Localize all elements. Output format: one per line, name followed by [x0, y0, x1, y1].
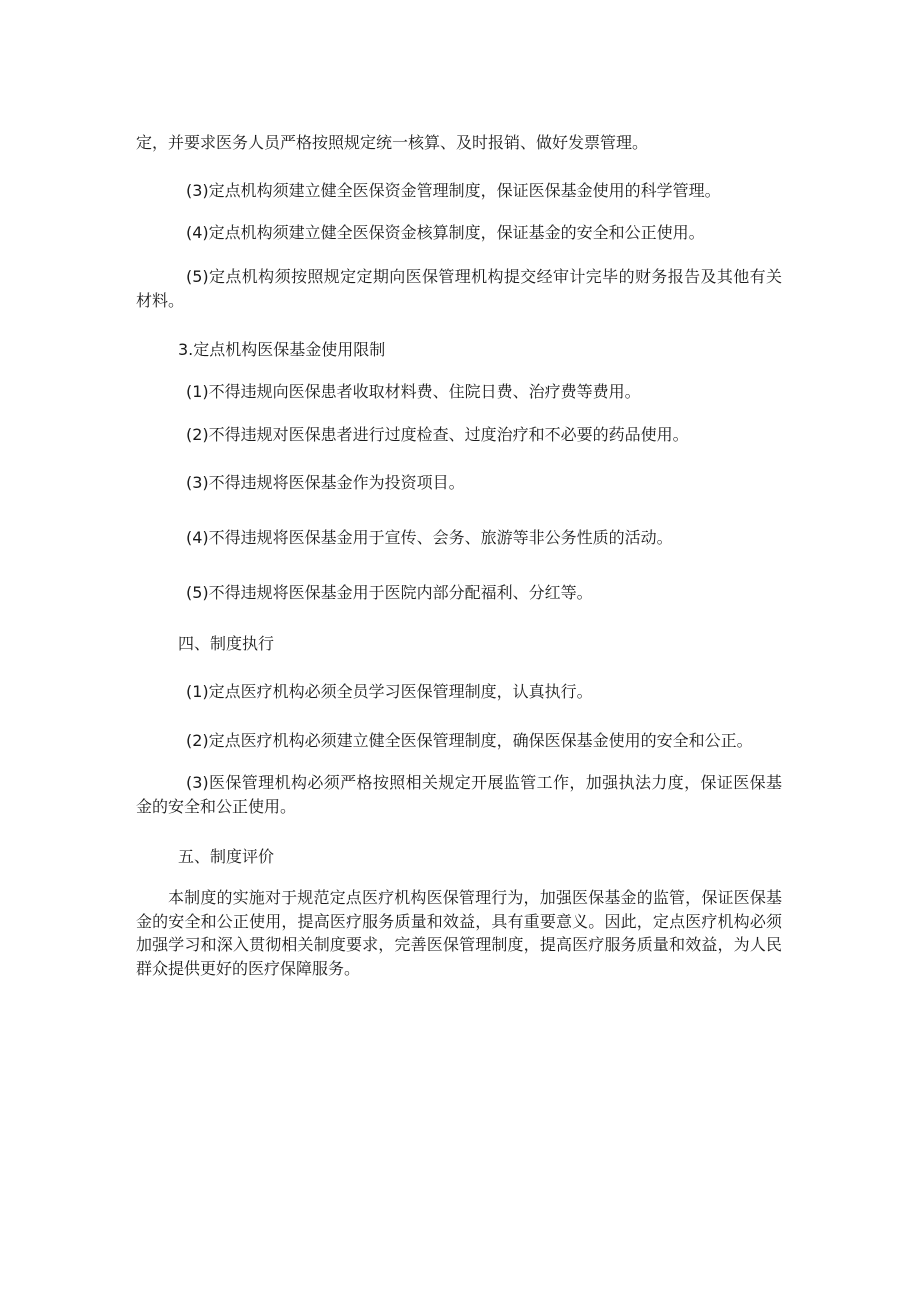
text-paragraph: (3)医保管理机构必须严格按照相关规定开展监管工作，加强执法力度，保证医保基金的安全和公正使用。	[136, 773, 782, 816]
text-line: 定，并要求医务人员严格按照规定统一核算、及时报销、做好发票管理。	[136, 133, 649, 152]
text-paragraph: 本制度的实施对于规范定点医疗机构医保管理行为，加强医保基金的监管，保证医保基金的安全和公正使用，提高医疗服务质量和效益，具有重要意义。因此，定点医疗机构必须加强学习和深入贯彻相关制度要求，完善医保管理制度，提高医疗服务质量和效益，为人民群众提供更好的医疗保障服务。	[136, 888, 782, 978]
text-paragraph: (5)定点机构须按照规定定期向医保管理机构提交经审计完毕的财务报告及其他有关材料。	[136, 267, 782, 310]
text-line: (3)不得违规将医保基金作为投资项目。	[186, 473, 465, 492]
section-heading: 3.定点机构医保基金使用限制	[178, 340, 386, 359]
text-line: (2)不得违规对医保患者进行过度检查、过度治疗和不必要的药品使用。	[186, 425, 689, 444]
text-line: (1)不得违规向医保患者收取材料费、住院日费、治疗费等费用。	[186, 382, 641, 401]
text-line: (2)定点医疗机构必须建立健全医保管理制度，确保医保基金使用的安全和公正。	[186, 731, 753, 750]
section-heading: 五、制度评价	[178, 847, 275, 866]
text-line: (4)定点机构须建立健全医保资金核算制度，保证基金的安全和公正使用。	[186, 223, 705, 242]
text-line: (1)定点医疗机构必须全员学习医保管理制度，认真执行。	[186, 682, 593, 701]
text-line: (3)定点机构须建立健全医保资金管理制度，保证医保基金使用的科学管理。	[186, 181, 721, 200]
section-heading: 四、制度执行	[178, 634, 275, 653]
text-line: (5)不得违规将医保基金用于医院内部分配福利、分红等。	[186, 583, 593, 602]
text-line: (4)不得违规将医保基金用于宣传、会务、旅游等非公务性质的活动。	[186, 528, 673, 547]
